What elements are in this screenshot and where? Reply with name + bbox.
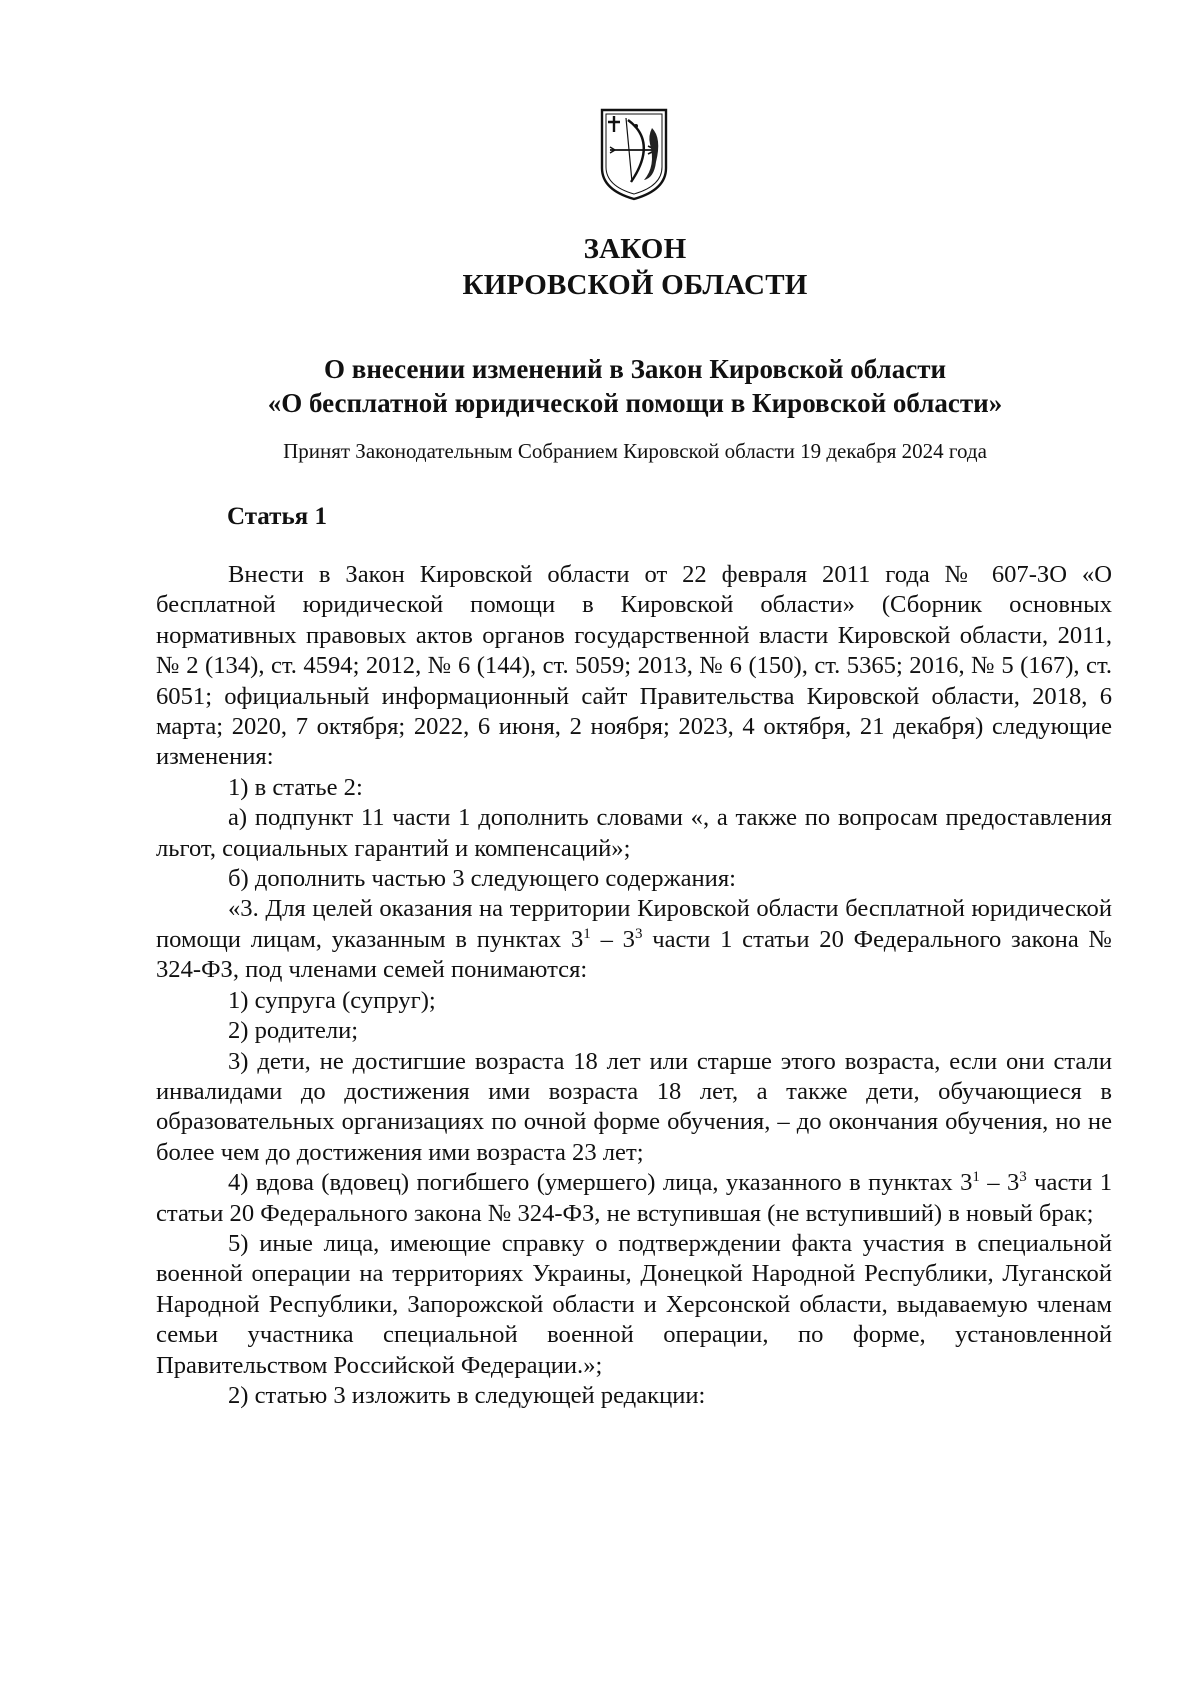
paragraph: а) подпункт 11 части 1 дополнить словами «, а также по вопросам предоставления льгот, социальных гарантий и компенсаций»;: [156, 804, 1112, 862]
superscript: 1: [583, 925, 591, 942]
paragraph: [156, 1168, 1112, 1229]
law-subtitle-line2: «О бесплатной юридической помощи в Кировской области»: [267, 388, 1003, 418]
document-body: [156, 560, 1112, 1411]
paragraph-text: «3. Для целей оказания на территории Кировской области бесплатной юридической помощи лицам, указанным в пунктах 3: [156, 895, 1112, 953]
adoption-note: Принят Законодательным Собранием Кировской области 19 декабря 2024 года: [283, 439, 987, 463]
paragraph: Внести в Закон Кировской области от 22 февраля 2011 года № 607-ЗО «О бесплатной юридической помощи в Кировской области» (Сборник основных нормативных правовых актов органов государственной власти Кировской области, 2011, № 2 (134), ст. 4594; 2012, № 6 (144), ст. 5059; 2013, № 6 (150), ст. 5365; 2016, № 5 (167), ст. 6051; официальный информационный сайт Правительства Кировской области, 2018, 6 марта; 2020, 7 октября; 2022, 6 июня, 2 ноября; 2023, 4 октября, 21 декабря) следующие изменения:: [156, 561, 1112, 771]
superscript: 3: [634, 925, 643, 942]
law-subtitle-line1: О внесении изменений в Закон Кировской области: [323, 354, 947, 384]
paragraph: 5) иные лица, имеющие справку о подтверждении факта участия в специальной военной операции на территориях Украины, Донецкой Народной Республики, Луганской Народной Республики, Запорожской области и Херсонской области, выдаваемую членам семьи участника специальной военной операции, по форме, установленной Правительством Российской Федерации.»;: [156, 1229, 1112, 1379]
paragraph-text: части 1 статьи 20 Федерального закона № 324-ФЗ, не вступившая (не вступивший) в новый брак;: [156, 1169, 1112, 1227]
paragraph-text: части 1 статьи 20 Федерального закона № 324-ФЗ, под членами семей понимаются:: [156, 925, 1112, 984]
paragraph-text: 4) вдова (вдовец) погибшего (умершего) лица, указанного в пунктах 3: [228, 1169, 973, 1197]
superscript: 1: [972, 1169, 980, 1186]
paragraph: 1) супруга (супруг);: [228, 986, 436, 1014]
paragraph: 2) родители;: [228, 1017, 359, 1045]
superscript: 3: [1019, 1169, 1027, 1186]
paragraph: [156, 894, 1112, 985]
coat-of-arms-icon: [598, 106, 670, 202]
law-region: КИРОВСКОЙ ОБЛАСТИ: [462, 269, 808, 301]
paragraph: 2) статью 3 изложить в следующей редакции:: [228, 1381, 706, 1409]
paragraph: 1) в статье 2:: [228, 773, 363, 801]
paragraph-text: – 3: [979, 1169, 1020, 1197]
article-heading: Статья 1: [227, 503, 327, 530]
paragraph: б) дополнить частью 3 следующего содержания:: [228, 865, 736, 893]
law-title: ЗАКОН: [583, 233, 687, 265]
paragraph: 3) дети, не достигшие возраста 18 лет или старше этого возраста, если они стали инвалидами до достижения ими возраста 18 лет, а также дети, обучающиеся в образовательных организациях по очной форме обучения, – до окончания обучения, но не более чем до достижения ими возраста 23 лет;: [156, 1047, 1112, 1166]
paragraph-text: – 3: [590, 925, 635, 953]
